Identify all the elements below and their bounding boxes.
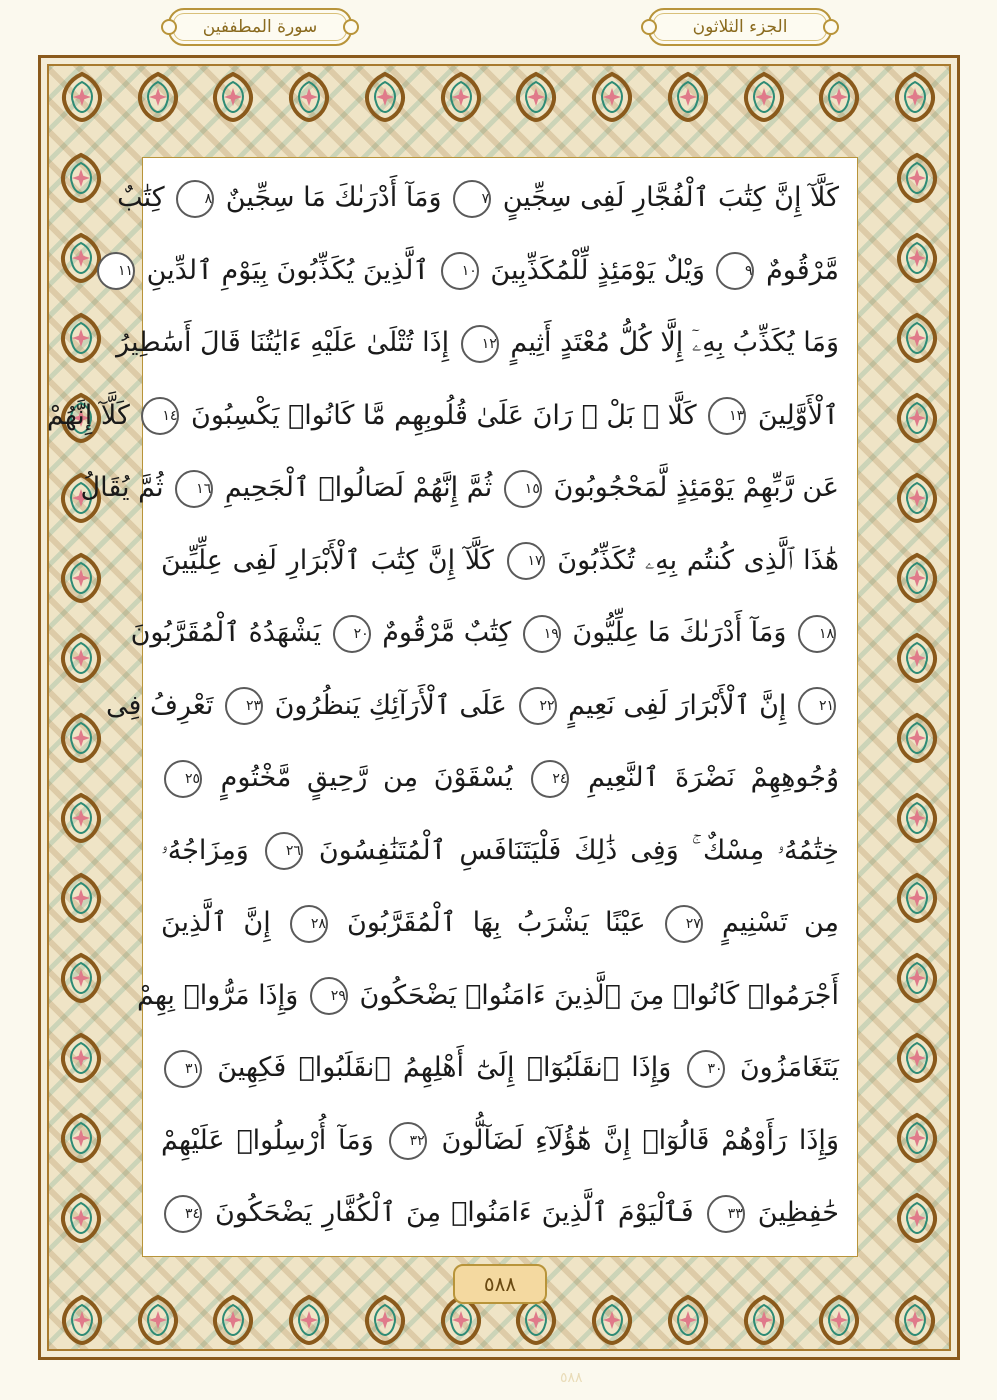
verse-text: يُسْقَوْنَ مِن رَّحِيقٍ مَّخْتُومٍ	[220, 762, 513, 793]
arabesque-ornament-icon	[509, 70, 563, 128]
verse-text: إِنَّ ٱلْأَبْرَارَ لَفِى نَعِيمٍ	[568, 689, 787, 721]
page-number-value: ٥٨٨	[483, 1272, 517, 1296]
arabesque-ornament-icon	[585, 70, 639, 128]
verse-text: وَإِذَا رَأَوْهُمْ قَالُوٓا۟ إِنَّ هَٰٓؤُلَآءِ لَضَآلُّونَ	[441, 1124, 839, 1156]
ayah-number-marker: ٢٥	[164, 760, 202, 798]
verse-text: عَن رَّبِّهِمْ يَوْمَئِذٍ لَّمَحْجُوبُونَ	[553, 472, 839, 503]
arabesque-ornament-icon	[812, 70, 866, 128]
ayah-number-marker: ١٧	[507, 542, 545, 580]
ayah-number-marker: ٣٠	[687, 1050, 725, 1088]
ayah-number-marker: ٢٧	[665, 905, 703, 943]
verse-text: وَمِزَاجُهُۥ	[161, 834, 249, 866]
arabesque-ornament-icon	[890, 791, 944, 849]
verse-line	[161, 1038, 839, 1098]
verse-line	[161, 821, 839, 881]
ayah-number-marker: ١١	[97, 252, 135, 290]
ayah-number-marker: ٣١	[164, 1050, 202, 1088]
arabesque-ornament-icon	[890, 951, 944, 1009]
verse-text: خِتَٰمُهُۥ مِسْكٌ ۚ وَفِى ذَٰلِكَ فَلْيَتَنَافَسِ ٱلْمُتَنَٰفِسُونَ	[318, 834, 839, 866]
verse-text: وَمَآ أَدْرَىٰكَ مَا عِلِّيُّونَ	[572, 617, 787, 648]
arabesque-ornament-icon	[55, 70, 109, 128]
verse-text: يَتَغَامَزُونَ	[739, 1052, 839, 1083]
verse-text: مَّرْقُومٌ	[766, 254, 839, 286]
ayah-number-marker: ١٠	[441, 252, 479, 290]
arabesque-ornament-icon	[54, 791, 108, 849]
verse-text: تَعْرِفُ فِى	[105, 689, 214, 721]
frame-ornament-row-top	[44, 62, 953, 136]
arabesque-ornament-icon	[434, 70, 488, 128]
arabesque-ornament-icon	[282, 1293, 336, 1351]
verse-line	[117, 168, 839, 228]
header-knob-right	[823, 19, 839, 35]
verse-line	[46, 386, 839, 446]
arabesque-ornament-icon	[54, 551, 108, 609]
arabesque-ornament-icon	[54, 1191, 108, 1249]
ayah-number-marker: ١٩	[523, 615, 561, 653]
verse-text: عَيْنًا يَشْرَبُ بِهَا ٱلْمُقَرَّبُونَ	[347, 907, 646, 938]
arabesque-ornament-icon	[890, 1031, 944, 1089]
arabesque-ornament-icon	[206, 1293, 260, 1351]
ayah-number-marker: ٢٦	[265, 832, 303, 870]
quran-text-panel	[46, 157, 858, 1257]
arabesque-ornament-icon	[890, 391, 944, 449]
verse-text: مِن تَسْنِيمٍ	[721, 907, 839, 938]
verse-text: كَلَّآ إِنَّ كِتَٰبَ ٱلْفُجَّارِ لَفِى سِجِّينٍ	[502, 182, 839, 213]
verse-line	[161, 1183, 839, 1243]
verse-text: وَمَآ أَدْرَىٰكَ مَا سِجِّينٌ	[225, 182, 442, 213]
arabesque-ornament-icon	[737, 70, 791, 128]
ayah-number-marker: ٢٢	[519, 687, 557, 725]
verse-text: إِذَا تُتْلَىٰ عَلَيْهِ ءَايَٰتُنَا قَالَ أَسَٰطِيرُ	[116, 327, 450, 358]
arabesque-ornament-icon	[358, 70, 412, 128]
verse-text: كَلَّآ إِنَّهُمْ	[46, 399, 130, 431]
arabesque-ornament-icon	[206, 70, 260, 128]
verse-text: وَيْلٌ يَوْمَئِذٍ لِّلْمُكَذِّبِينَ	[490, 254, 705, 286]
verse-text: وَإِذَا مَرُّوا۟ بِهِمْ	[136, 979, 299, 1011]
verse-text: ثُمَّ إِنَّهُمْ لَصَالُوا۟ ٱلْجَحِيمِ	[224, 472, 493, 503]
arabesque-ornament-icon	[282, 70, 336, 128]
ayah-number-marker: ٧	[453, 180, 491, 218]
verse-text: وُجُوهِهِمْ نَضْرَةَ ٱلنَّعِيمِ	[588, 762, 839, 793]
verse-text: كِتَٰبٌ	[117, 182, 165, 213]
ayah-number-marker: ٢١	[798, 687, 836, 725]
verse-line	[80, 458, 839, 518]
ayah-number-marker: ١٨	[798, 615, 836, 653]
ayah-number-marker: ١٥	[504, 470, 542, 508]
verse-text: إِنَّ ٱلَّذِينَ	[161, 907, 271, 938]
verse-text: وَمَآ أُرْسِلُوا۟ عَلَيْهِمْ	[161, 1124, 374, 1156]
page-number	[453, 1264, 547, 1304]
juz-name-header	[648, 8, 832, 46]
verse-text: ٱلَّذِينَ يُكَذِّبُونَ بِيَوْمِ ٱلدِّينِ	[146, 254, 430, 286]
verse-line	[161, 531, 839, 591]
arabesque-ornament-icon	[54, 711, 108, 769]
verse-line	[116, 313, 839, 373]
arabesque-ornament-icon	[54, 871, 108, 929]
verse-line	[130, 603, 839, 663]
arabesque-ornament-icon	[890, 711, 944, 769]
arabesque-ornament-icon	[888, 1293, 942, 1351]
verse-text: وَمَا يُكَذِّبُ بِهِۦٓ إِلَّا كُلُّ مُعْتَدٍ أَثِيمٍ	[510, 327, 839, 358]
ayah-number-marker: ١٢	[461, 325, 499, 363]
verse-text: فَٱلْيَوْمَ ٱلَّذِينَ ءَامَنُوا۟ مِنَ ٱلْكُفَّارِ يَضْحَكُونَ	[215, 1197, 694, 1228]
ayah-number-marker: ٢٤	[531, 760, 569, 798]
arabesque-ornament-icon	[131, 70, 185, 128]
arabesque-ornament-icon	[890, 631, 944, 689]
ayah-number-marker: ٣٤	[164, 1195, 202, 1233]
frame-ornament-column-right	[882, 140, 952, 1260]
arabesque-ornament-icon	[890, 231, 944, 289]
verse-text: ثُمَّ يُقَالُ	[80, 472, 164, 503]
arabesque-ornament-icon	[890, 151, 944, 209]
arabesque-ornament-icon	[890, 871, 944, 929]
ayah-number-marker: ٣٢	[389, 1122, 427, 1160]
arabesque-ornament-icon	[54, 311, 108, 369]
arabesque-ornament-icon	[131, 1293, 185, 1351]
ayah-number-marker: ٢٩	[310, 977, 348, 1015]
ayah-number-marker: ٨	[176, 180, 214, 218]
verse-text: كِتَٰبٌ مَّرْقُومٌ	[382, 617, 512, 648]
verse-text: أَجْرَمُوا۟ كَانُوا۟ مِنَ ٱلَّذِينَ ءَامَنُوا۟ يَضْحَكُونَ	[359, 979, 839, 1011]
arabesque-ornament-icon	[890, 551, 944, 609]
verse-line	[118, 241, 839, 301]
verse-line	[136, 966, 839, 1026]
verse-text: يَشْهَدُهُ ٱلْمُقَرَّبُونَ	[130, 617, 322, 648]
ayah-number-marker: ١٦	[175, 470, 213, 508]
page-number-watermark: ٥٨٨	[560, 1370, 583, 1386]
surah-name: سورة المطففين	[202, 17, 318, 37]
verse-line	[161, 748, 839, 808]
ayah-number-marker: ٢٣	[225, 687, 263, 725]
verse-text: حَٰفِظِينَ	[757, 1197, 839, 1228]
verse-text: كَلَّا ۖ بَلْ ۜ رَانَ عَلَىٰ قُلُوبِهِم مَّا كَانُوا۟ يَكْسِبُونَ	[191, 399, 697, 431]
arabesque-ornament-icon	[661, 70, 715, 128]
verse-line	[161, 893, 839, 953]
juz-name: الجزء الثلاثون	[692, 17, 788, 37]
verse-text: هَٰذَا ٱلَّذِى كُنتُم بِهِۦ تُكَذِّبُونَ	[557, 544, 839, 576]
arabesque-ornament-icon	[54, 1111, 108, 1169]
ayah-number-marker: ٣٣	[707, 1195, 745, 1233]
arabesque-ornament-icon	[585, 1293, 639, 1351]
arabesque-ornament-icon	[890, 1111, 944, 1169]
header-knob-left	[641, 19, 657, 35]
surah-name-header	[168, 8, 352, 46]
ayah-number-marker: ٢٠	[333, 615, 371, 653]
arabesque-ornament-icon	[890, 311, 944, 369]
verse-text: كَلَّآ إِنَّ كِتَٰبَ ٱلْأَبْرَارِ لَفِى عِلِّيِّينَ	[161, 544, 494, 576]
arabesque-ornament-icon	[54, 631, 108, 689]
ayah-number-marker: ١٣	[708, 397, 746, 435]
header-knob-right	[343, 19, 359, 35]
arabesque-ornament-icon	[737, 1293, 791, 1351]
ayah-number-marker: ٢٨	[290, 905, 328, 943]
arabesque-ornament-icon	[812, 1293, 866, 1351]
ayah-number-marker: ١٤	[141, 397, 179, 435]
arabesque-ornament-icon	[888, 70, 942, 128]
verse-text: ٱلْأَوَّلِينَ	[757, 399, 839, 431]
arabesque-ornament-icon	[55, 1293, 109, 1351]
verse-line	[161, 1111, 839, 1171]
ayah-number-marker: ٩	[716, 252, 754, 290]
verse-text: عَلَى ٱلْأَرَآئِكِ يَنظُرُونَ	[274, 689, 507, 721]
arabesque-ornament-icon	[358, 1293, 412, 1351]
arabesque-ornament-icon	[54, 151, 108, 209]
header-knob-left	[161, 19, 177, 35]
arabesque-ornament-icon	[54, 1031, 108, 1089]
arabesque-ornament-icon	[890, 471, 944, 529]
verse-line	[105, 676, 839, 736]
arabesque-ornament-icon	[661, 1293, 715, 1351]
verse-text: وَإِذَا ٱنقَلَبُوٓا۟ إِلَىٰٓ أَهْلِهِمُ ٱنقَلَبُوا۟ فَكِهِينَ	[217, 1052, 672, 1083]
arabesque-ornament-icon	[54, 951, 108, 1009]
arabesque-ornament-icon	[890, 1191, 944, 1249]
